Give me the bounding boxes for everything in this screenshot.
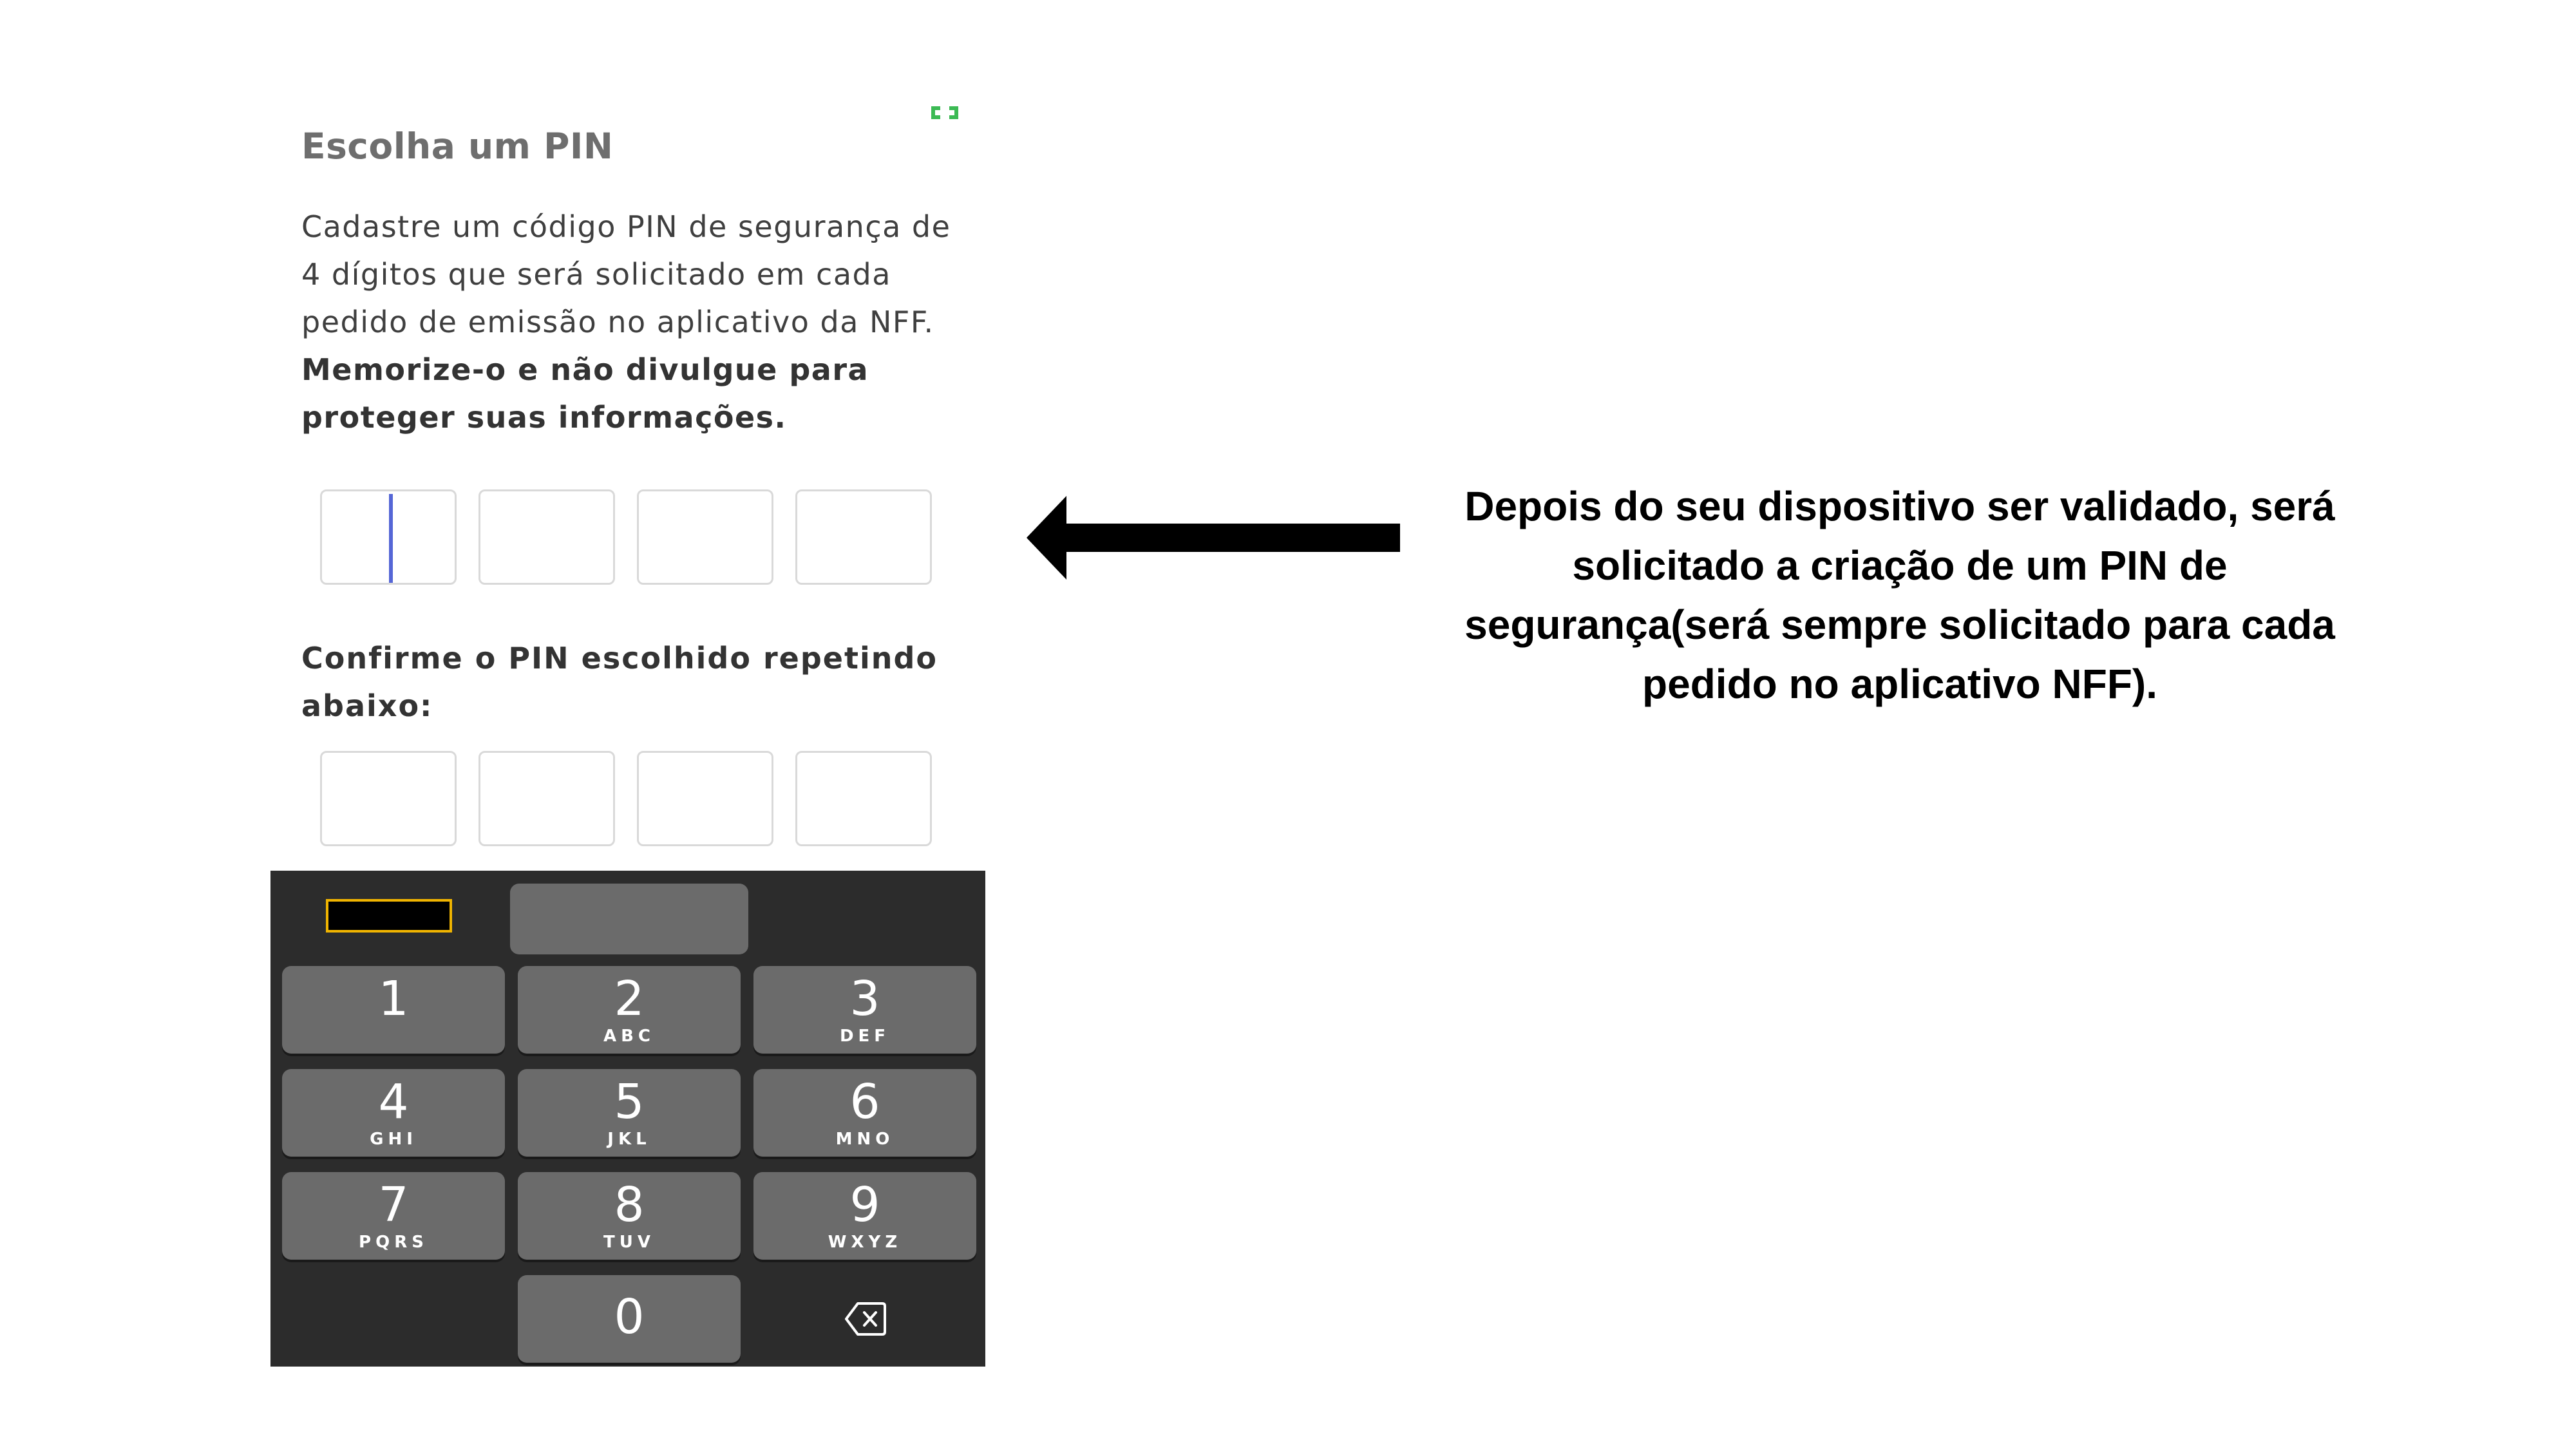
key-digit: 5 <box>614 1074 645 1130</box>
key-letters: DEF <box>839 1027 891 1046</box>
key-digit: 1 <box>378 971 409 1027</box>
key-letters: WXYZ <box>828 1233 902 1252</box>
description-line: pedido de emissão no aplicativo da NFF. <box>301 305 934 339</box>
confirm-digit-input-4[interactable] <box>795 751 932 846</box>
key-digit: 6 <box>849 1074 880 1130</box>
key-8[interactable] <box>518 1172 741 1260</box>
key-3[interactable] <box>753 966 976 1054</box>
numeric-keyboard <box>270 871 985 1367</box>
arrow-left-icon <box>1027 496 1400 580</box>
key-letters: ABC <box>603 1027 656 1046</box>
keyboard-indicator <box>326 899 452 933</box>
key-5[interactable] <box>518 1069 741 1157</box>
key-0[interactable] <box>518 1275 741 1363</box>
confirm-digit-input-1[interactable] <box>320 751 457 846</box>
pin-description <box>301 203 1023 441</box>
warning-line: proteger suas informações. <box>301 400 787 435</box>
keyboard-suggestion-bar[interactable] <box>510 884 748 954</box>
pin-digit-input-1[interactable] <box>320 489 457 585</box>
key-letters: MNO <box>835 1130 895 1149</box>
caption-line: solicitado a criação de um PIN de <box>1572 542 2228 589</box>
key-6[interactable] <box>753 1069 976 1157</box>
page-title: Escolha um PIN <box>301 126 614 167</box>
warning-line: Memorize-o e não divulgue para <box>301 352 869 387</box>
text-caret <box>389 494 393 583</box>
pin-digit-input-2[interactable] <box>478 489 615 585</box>
key-digit: 0 <box>614 1289 645 1345</box>
caption-line: segurança(será sempre solicitado para cada <box>1464 601 2335 648</box>
key-4[interactable] <box>282 1069 505 1157</box>
key-letters: PQRS <box>359 1233 428 1252</box>
key-letters: JKL <box>607 1130 651 1149</box>
description-line: Cadastre um código PIN de segurança de <box>301 209 951 244</box>
confirm-digit-input-3[interactable] <box>637 751 773 846</box>
confirm-label-line: abaixo: <box>301 688 433 723</box>
key-7[interactable] <box>282 1172 505 1260</box>
backspace-icon <box>844 1300 887 1338</box>
key-letters: GHI <box>370 1130 417 1149</box>
key-1[interactable] <box>282 966 505 1054</box>
pin-digit-input-3[interactable] <box>637 489 773 585</box>
caption-line: pedido no aplicativo NFF). <box>1642 661 2157 707</box>
key-digit: 2 <box>614 971 645 1027</box>
key-digit: 8 <box>614 1177 645 1233</box>
confirm-label-line: Confirme o PIN escolhido repetindo <box>301 641 938 676</box>
app-logo-icon <box>927 105 962 120</box>
key-digit: 9 <box>849 1177 880 1233</box>
caption-line: Depois do seu dispositivo ser validado, será <box>1464 483 2335 529</box>
annotation-caption <box>1417 477 2383 714</box>
confirm-pin-label <box>301 634 1023 730</box>
key-digit: 7 <box>378 1177 409 1233</box>
confirm-digit-input-2[interactable] <box>478 751 615 846</box>
key-digit: 4 <box>378 1074 409 1130</box>
backspace-key[interactable] <box>753 1275 976 1363</box>
pin-digit-input-4[interactable] <box>795 489 932 585</box>
key-letters: TUV <box>603 1233 655 1252</box>
key-2[interactable] <box>518 966 741 1054</box>
key-9[interactable] <box>753 1172 976 1260</box>
key-digit: 3 <box>849 971 880 1027</box>
description-line: 4 dígitos que será solicitado em cada <box>301 257 891 292</box>
